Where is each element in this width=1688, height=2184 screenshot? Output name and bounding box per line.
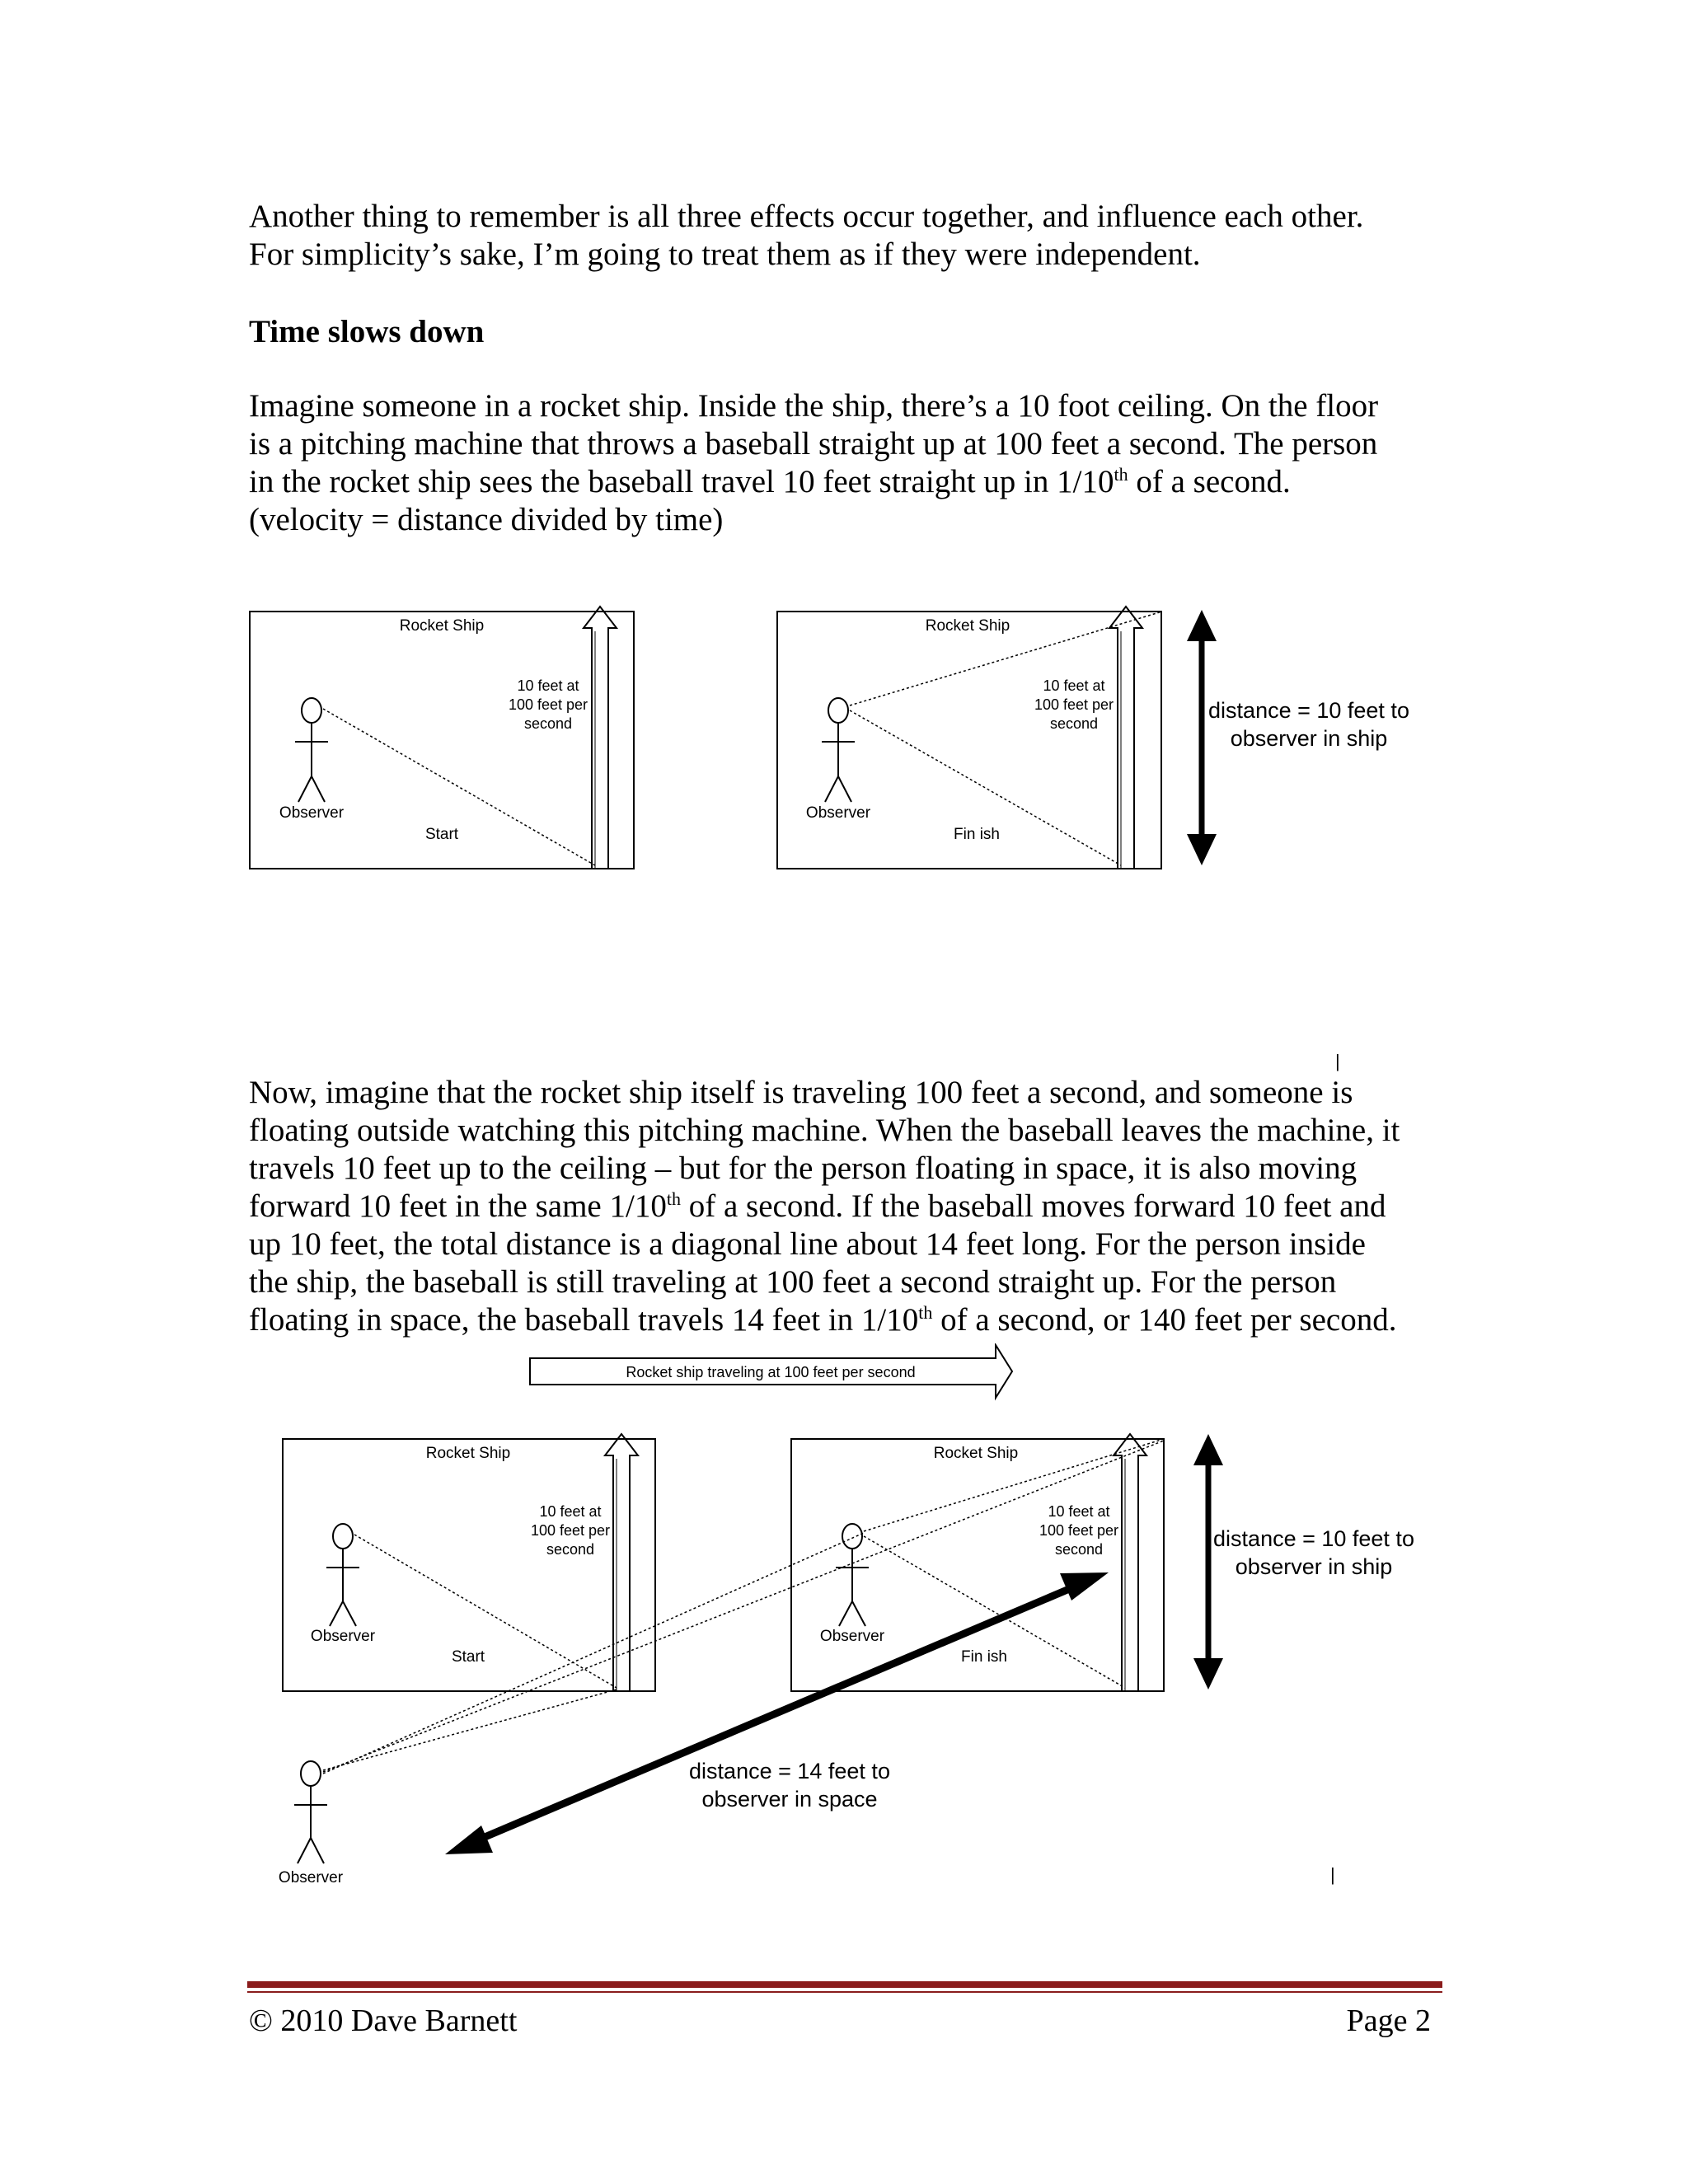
para2-line-2: floating outside watching this pitching machine. When the baseball leaves the machine, it [249, 1113, 1400, 1148]
arrow-label-1: 10 feet at [1043, 677, 1105, 694]
intro-line-1: Another thing to remember is all three effects occur together, and influence each other. [249, 199, 1364, 234]
finish-label: Fin ish [961, 1648, 1007, 1666]
observer-label: Observer [279, 804, 345, 822]
para1-line-3-sup: th [1114, 464, 1128, 485]
para2-line-4-sup: th [666, 1188, 681, 1209]
travel-direction-arrow [530, 1345, 1012, 1398]
footer-page-number: Page 2 [1346, 2004, 1431, 2038]
ship-box-finish [777, 607, 1162, 869]
ship-title: Rocket Ship [399, 617, 485, 635]
ship-box-start [250, 607, 634, 869]
para1-line-1: Imagine someone in a rocket ship. Inside the ship, there’s a 10 foot ceiling. On the floor [249, 388, 1379, 424]
vertical-distance-arrow [1187, 610, 1217, 865]
observer-label: Observer [805, 804, 871, 822]
upward-arrow [1109, 607, 1142, 869]
para2-line-4a: forward 10 feet in the same 1/10 [249, 1188, 667, 1224]
para2-line-3: travels 10 feet up to the ceiling – but for the person floating in space, it is also moving [249, 1151, 1357, 1186]
intro-line-2: For simplicity’s sake, I’m going to treat them as if they were independent. [249, 237, 1201, 272]
footer-rule-thick [247, 1981, 1442, 1988]
distance-ship-label-1: distance = 10 feet to [1213, 1526, 1414, 1551]
para2-line-7a: floating in space, the baseball travels 14 feet in 1/10 [249, 1302, 919, 1338]
arrow-label-3: second [546, 1541, 595, 1558]
para2-line-7-sup: th [918, 1302, 933, 1323]
diagonal-distance-arrow [445, 1572, 1109, 1854]
para1-line-4: (velocity = distance divided by time) [249, 502, 724, 537]
arrow-label-2: 100 feet per [1039, 1522, 1119, 1539]
distance-space-label-1: distance = 14 feet to [689, 1759, 890, 1783]
upward-arrow [605, 1434, 638, 1691]
stick-figure-observer [295, 698, 328, 802]
ship-title: Rocket Ship [425, 1445, 511, 1462]
arrow-label-3: second [1054, 1541, 1104, 1558]
ship-title: Rocket Ship [925, 617, 1010, 635]
arrow-label-2: 100 feet per [1034, 696, 1114, 713]
stick-figure-observer [822, 698, 855, 802]
space-observer-label: Observer [278, 1869, 344, 1886]
arrow-label-1: 10 feet at [539, 1503, 602, 1520]
start-label: Start [451, 1648, 485, 1666]
upward-arrow [1114, 1434, 1146, 1691]
stray-mark: | [1330, 1864, 1335, 1885]
observer-label: Observer [819, 1628, 885, 1645]
space-observer-figure [294, 1761, 327, 1863]
arrow-label-2: 100 feet per [530, 1522, 611, 1539]
para2-line-4 [249, 1188, 1452, 1226]
stray-mark-1: | [1335, 1051, 1340, 1071]
stick-figure-observer [836, 1524, 869, 1626]
para2-line-5: up 10 feet, the total distance is a diagonal line about 14 feet long. For the person inside [249, 1226, 1366, 1262]
diagram-moving-ship [0, 1343, 1688, 1904]
finish-label: Fin ish [954, 826, 1000, 843]
start-label: Start [424, 826, 459, 843]
para1-line-3b: of a second. [1128, 464, 1291, 499]
arrow-label-1: 10 feet at [1048, 1503, 1110, 1520]
arrow-label-1: 10 feet at [517, 677, 579, 694]
upward-arrow [584, 607, 617, 869]
footer-rule-thin [247, 1991, 1442, 1993]
arrow-label-3: second [523, 715, 573, 732]
para2-line-7 [249, 1301, 1452, 1339]
para2-line-6: the ship, the baseball is still traveling at 100 feet a second straight up. For the person [249, 1264, 1337, 1300]
para2-line-1: Now, imagine that the rocket ship itself is traveling 100 feet a second, and someone is [249, 1075, 1353, 1110]
paragraph-2 [249, 1074, 1452, 1339]
diagram-ship-observer [0, 593, 1688, 890]
vertical-distance-arrow [1193, 1434, 1223, 1690]
intro-paragraph [249, 198, 1452, 274]
para1-line-3 [249, 463, 1452, 501]
distance-space-label-2: observer in space [701, 1787, 878, 1811]
travel-label: Rocket ship traveling at 100 feet per second [626, 1364, 916, 1380]
arrow-label-3: second [1049, 715, 1099, 732]
ship-box-start [283, 1434, 655, 1691]
footer-copyright: © 2010 Dave Barnett [249, 2004, 518, 2038]
para2-line-4b: of a second. If the baseball moves forward 10 feet and [680, 1188, 1386, 1224]
arrow-label-2: 100 feet per [508, 696, 588, 713]
para1-line-2: is a pitching machine that throws a baseball straight up at 100 feet a second. The person [249, 426, 1378, 462]
observer-label: Observer [310, 1628, 376, 1645]
section-heading: Time slows down [249, 314, 485, 349]
distance-ship-label-2: observer in ship [1230, 726, 1388, 751]
distance-ship-label-1: distance = 10 feet to [1208, 698, 1409, 723]
stick-figure-observer [326, 1524, 359, 1626]
para2-line-7b: of a second, or 140 feet per second. [932, 1302, 1397, 1338]
distance-ship-label-2: observer in ship [1235, 1554, 1393, 1579]
paragraph-1 [249, 387, 1452, 539]
sight-line [323, 709, 595, 865]
ship-title: Rocket Ship [933, 1445, 1019, 1462]
ship-box-finish [791, 1434, 1164, 1691]
para1-line-3a: in the rocket ship sees the baseball travel 10 feet straight up in 1/10 [249, 464, 1114, 499]
